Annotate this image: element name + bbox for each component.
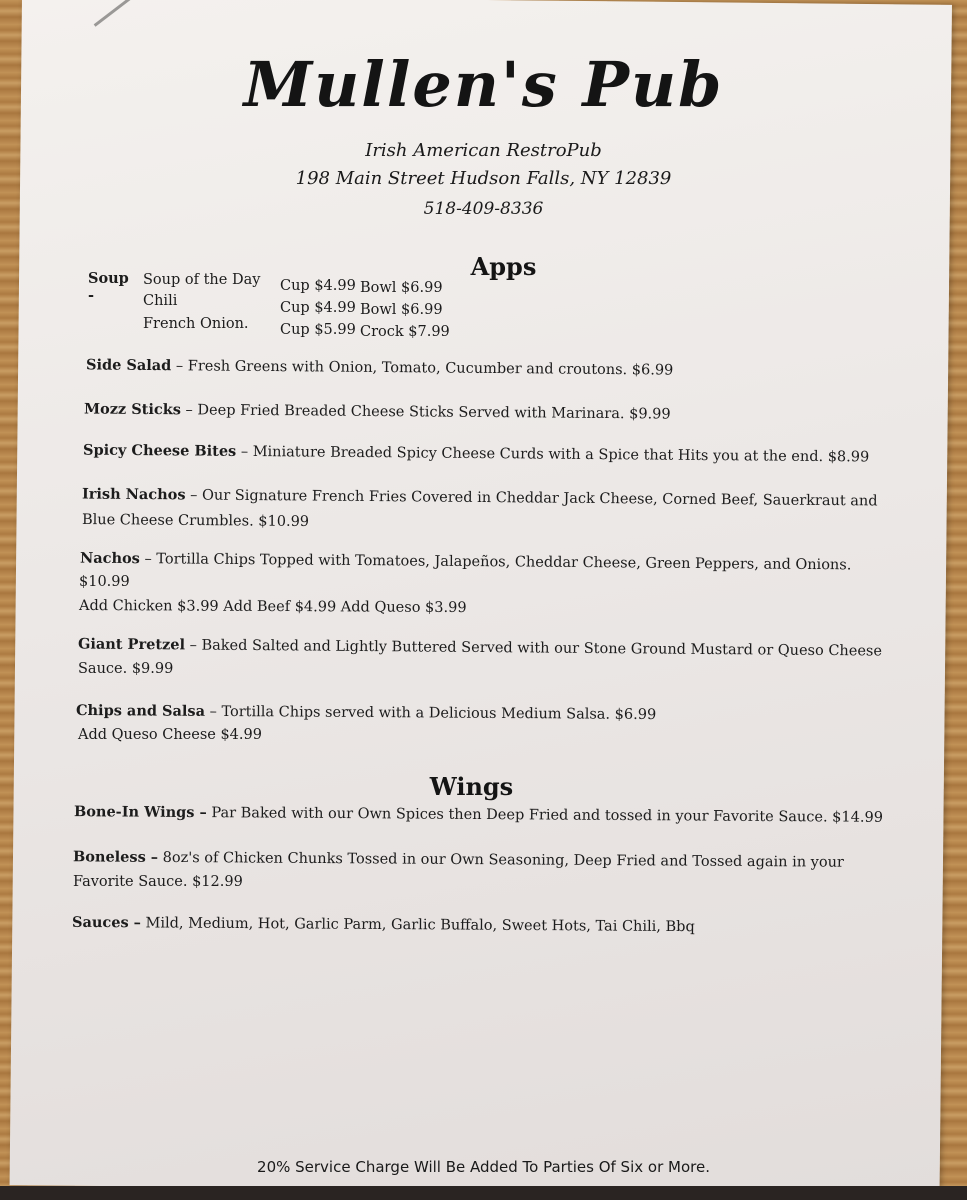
item-description: – Tortilla Chips served with a Delicious Medium Salsa. $6.99 [204,703,657,724]
pub-title: Mullen's Pub [243,48,724,121]
chips-salsa-addon: Add Queso Cheese $4.99 [78,727,262,743]
nachos-price: $10.99 [79,574,130,590]
item-description: – Tortilla Chips Topped with Tomatoes, Jalapeños, Cheddar Cheese, Green Peppers, and Onions. [139,551,852,574]
item-description: – Miniature Breaded Spicy Cheese Curds with a Spice that Hits you at the end. $8.99 [236,443,870,466]
staple-icon [94,0,132,27]
soup-name: Soup of the Day [143,272,261,288]
dark-edge [0,1186,967,1200]
item-name: Nachos [79,549,140,568]
item-description: – Our Signature French Fries Covered in Cheddar Jack Cheese, Corned Beef, Sauerkraut and [185,487,878,510]
soup-name: Chili [143,293,178,309]
soup-cup-price: Cup $5.99 [280,322,356,338]
pub-phone: 518-409-8336 [423,199,544,219]
service-charge-note: 20% Service Charge Will Be Added To Parties Of Six or More. [257,1158,710,1176]
soup-bowl-price: Crock $7.99 [360,324,450,340]
item-name: Spicy Cheese Bites [82,441,237,460]
item-description: – Baked Salted and Lightly Buttered Served with our Stone Ground Mustard or Queso Cheese [184,637,883,660]
item-name: Sauces – [71,913,142,932]
item-name: Mozz Sticks [83,400,182,419]
item-name: Irish Nachos [81,485,186,504]
item-description: – Deep Fried Breaded Cheese Sticks Served with Marinara. $9.99 [180,402,671,423]
soup-name: French Onion. [143,316,249,332]
pub-address: 198 Main Street Hudson Falls, NY 12839 [295,168,672,189]
item-name: Chips and Salsa [75,701,206,720]
soup-bowl-price: Bowl $6.99 [360,302,443,318]
apps-section-title: Apps [470,252,537,281]
item-description: Par Baked with our Own Spices then Deep Fried and tossed in your Favorite Sauce. $14.99 [206,805,884,826]
item-name: Side Salad [85,356,172,375]
item-description: – Fresh Greens with Onion, Tomato, Cucumber and croutons. $6.99 [171,358,674,379]
boneless-wings-continued: Favorite Sauce. $12.99 [73,874,243,890]
item-name: Boneless – [72,848,159,866]
pub-tagline: Irish American RestroPub [365,140,602,161]
giant-pretzel-continued: Sauce. $9.99 [78,661,174,677]
soup-cup-price: Cup $4.99 [280,278,356,294]
nachos-addons: Add Chicken $3.99 Add Beef $4.99 Add Queso $3.99 [78,597,467,617]
item-name: Bone-In Wings – [73,803,207,822]
item-description: 8oz's of Chicken Chunks Tossed in our Own Seasoning, Deep Fried and Tossed again in your [158,849,844,871]
chips-salsa-item [76,701,656,725]
soup-label: Soup - [88,270,129,304]
wings-section-title: Wings [429,772,514,801]
soup-bowl-price: Bowl $6.99 [360,280,443,296]
item-name: Giant Pretzel [77,635,186,654]
soup-cup-price: Cup $4.99 [280,300,356,316]
item-description: Mild, Medium, Hot, Garlic Parm, Garlic Buffalo, Sweet Hots, Tai Chili, Bbq [140,915,695,936]
irish-nachos-continued: Blue Cheese Crumbles. $10.99 [81,512,310,530]
